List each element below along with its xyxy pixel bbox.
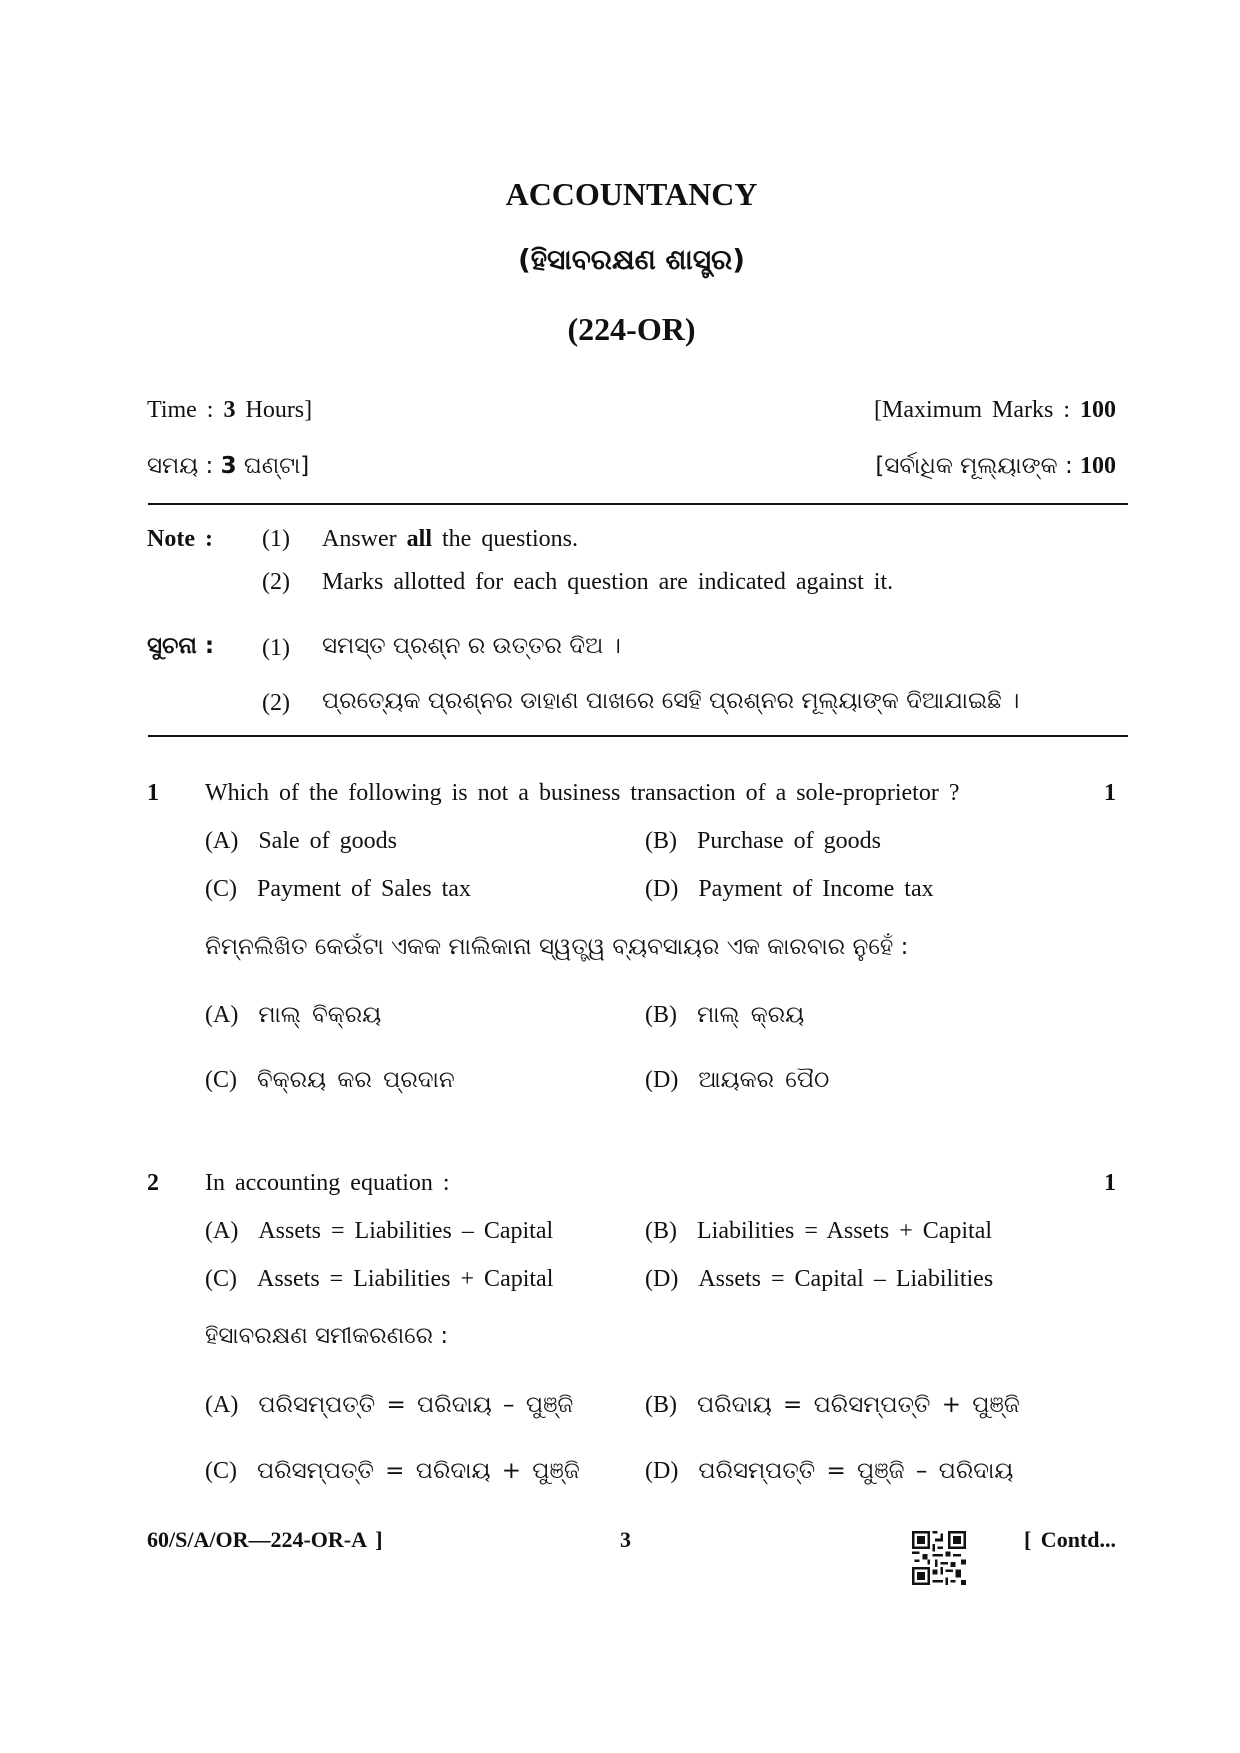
question-2-text: In accounting equation : [205, 1170, 450, 1196]
q2-odia-option-b: (B) ପରିଦାୟ = ପରିସମ୍ପତ୍ତି + ପୁଞ୍ଜି [645, 1392, 1020, 1418]
note-label: Note : [147, 526, 213, 552]
q2-option-c: (C) Assets = Liabilities + Capital [205, 1266, 554, 1292]
header-divider [148, 503, 1128, 505]
note-odia-1-text: ସମସ୍ତ ପ୍ରଶ୍ନ ର ଉତ୍ତର ଦିଅ । [322, 633, 621, 659]
question-1-text: Which of the following is not a business transaction of a sole-proprietor ? [205, 780, 960, 806]
note-odia-2-text: ପ୍ରତ୍ୟେକ ପ୍ରଶ୍ନର ଡାହାଣ ପାଖରେ ସେହି ପ୍ରଶ୍ନର ମୂଲ୍ୟାଙ୍କ ଦିଆଯାଇଛି । [322, 688, 1020, 714]
q2-odia-option-a: (A) ପରିସମ୍ପତ୍ତି = ପରିଦାୟ – ପୁଞ୍ଜି [205, 1392, 574, 1418]
question-2-number: 2 [147, 1170, 159, 1196]
exam-code: (224-OR) [567, 311, 696, 347]
question-2-marks: 1 [1104, 1170, 1116, 1196]
q2-odia-option-c: (C) ପରିସମ୍ପତ୍ତି = ପରିଦାୟ + ପୁଞ୍ଜି [205, 1458, 580, 1484]
continued-label: [ Contd... [1023, 1527, 1116, 1552]
question-2-text-odia: ହିସାବରକ୍ଷଣ ସମୀକରଣରେ : [205, 1323, 449, 1349]
q1-odia-option-c: (C) ବିକ୍ରୟ କର ପ୍ରଦାନ [205, 1067, 455, 1093]
page-number: 3 [620, 1527, 631, 1552]
qr-code-icon [912, 1531, 966, 1585]
q1-odia-option-a: (A) ମାଲ୍ ବିକ୍ରୟ [205, 1002, 382, 1028]
note-1-number: (1) [262, 526, 290, 552]
note-2-text: Marks allotted for each question are indicated against it. [322, 569, 894, 595]
q2-option-b: (B) Liabilities = Assets + Capital [645, 1218, 993, 1244]
time-info-odia: ସମୟ : 3 ଘଣ୍ଟା] [147, 453, 310, 479]
exam-title: ACCOUNTANCY [505, 176, 758, 212]
q1-odia-option-b: (B) ମାଲ୍ କ୍ରୟ [645, 1002, 805, 1028]
q2-option-a: (A) Assets = Liabilities – Capital [205, 1218, 554, 1244]
q1-odia-option-d: (D) ଆୟକର ପୈଠ [645, 1067, 830, 1093]
exam-subtitle-odia: (ହିସାବରକ୍ଷଣ ଶାସ୍ତ୍ର) [517, 243, 746, 276]
q1-option-a: (A) Sale of goods [205, 828, 397, 854]
time-info: Time : 3 Hours] [147, 397, 313, 423]
note-1-text: Answer all the questions. [322, 526, 578, 552]
q2-odia-option-d: (D) ପରିସମ୍ପତ୍ତି = ପୁଞ୍ଜି – ପରିଦାୟ [645, 1458, 1014, 1484]
footer-code: 60/S/A/OR—224-OR-A ] [147, 1527, 383, 1552]
max-marks-info-odia: [ସର୍ବାଧିକ ମୂଲ୍ୟାଙ୍କ : 100 [875, 453, 1116, 479]
notes-divider [148, 735, 1128, 737]
question-1-marks: 1 [1104, 780, 1116, 806]
note-odia-1-number: (1) [262, 635, 290, 661]
question-1-text-odia: ନିମ୍ନଲିଖିତ କେଉଁଟା ଏକକ ମାଲିକାନା ସ୍ୱତ୍ତ୍ୱ ବ୍ୟବସାୟର ଏକ କାରବାର ନୁହେଁ : [205, 934, 909, 960]
note-label-odia: ସୁଚନା : [147, 633, 215, 659]
q2-option-d: (D) Assets = Capital – Liabilities [645, 1266, 994, 1292]
q1-option-c: (C) Payment of Sales tax [205, 876, 471, 902]
q1-option-b: (B) Purchase of goods [645, 828, 881, 854]
q1-option-d: (D) Payment of Income tax [645, 876, 934, 902]
note-odia-2-number: (2) [262, 690, 290, 716]
max-marks-info: [Maximum Marks : 100 [874, 397, 1116, 423]
question-1-number: 1 [147, 780, 159, 806]
note-2-number: (2) [262, 569, 290, 595]
